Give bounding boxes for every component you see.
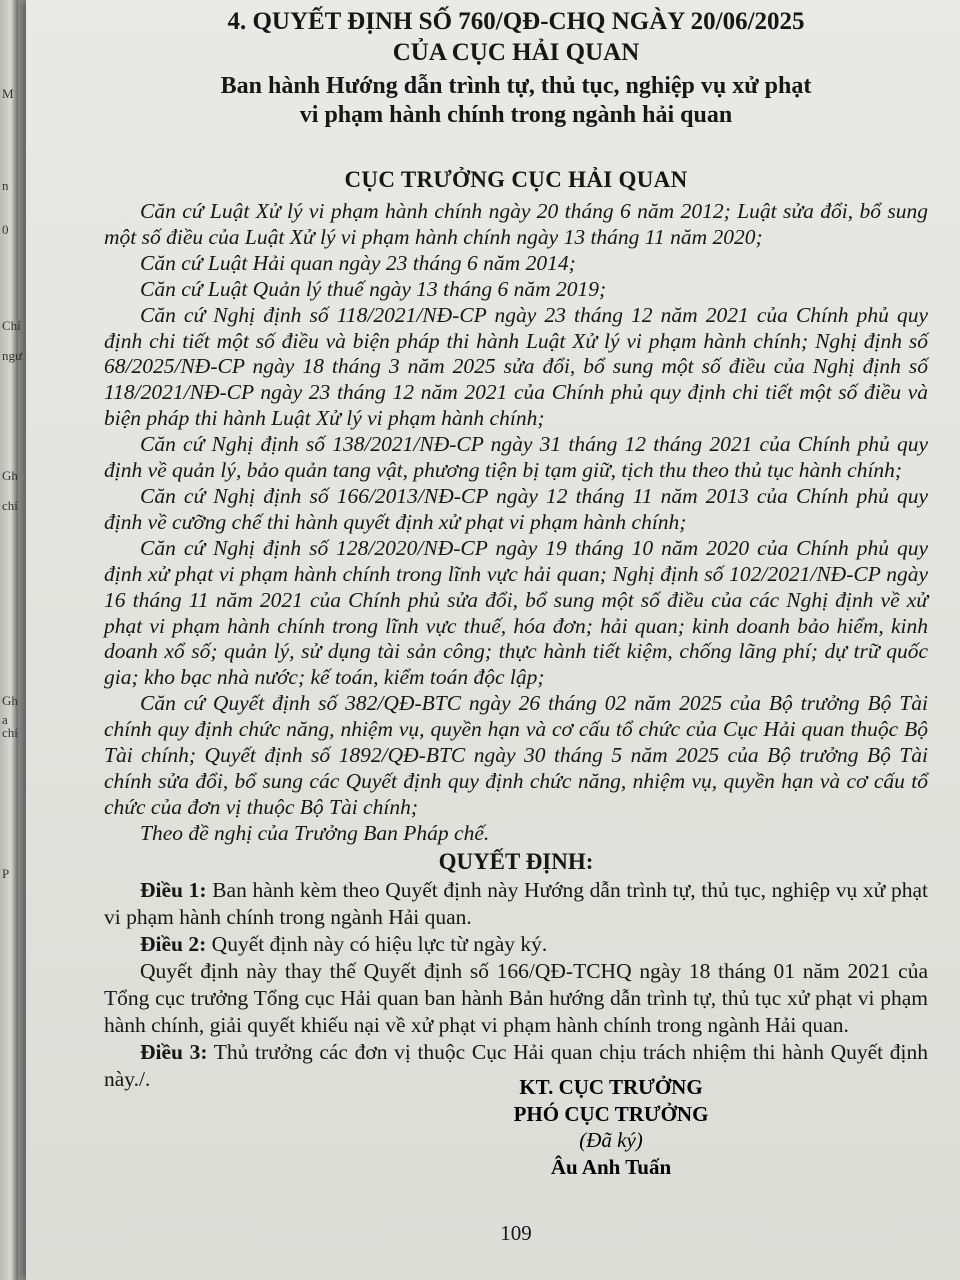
adjacent-page-fragment: P — [2, 866, 10, 881]
adjacent-page-fragment: 0 — [2, 222, 9, 237]
signature-status: (Đã ký) — [579, 1128, 643, 1152]
legal-basis-paragraph: Căn cứ Luật Hải quan ngày 23 tháng 6 năm 2014; — [140, 250, 576, 275]
article-text: Quyết định này có hiệu lực từ ngày ký. — [206, 931, 548, 956]
issuing-agency-line: CỦA CỤC HẢI QUAN — [392, 39, 640, 66]
subtitle-line-1: Ban hành Hướng dẫn trình tự, thủ tục, nghiệp vụ xử phạt — [220, 73, 812, 99]
article-paragraph — [104, 877, 928, 931]
signature-block — [411, 1074, 811, 1180]
legal-basis-paragraph: Căn cứ Quyết định số 382/QĐ-BTC ngày 26 tháng 02 năm 2025 của Bộ trưởng Bộ Tài chính quy định chức năng, nhiệm vụ, quyền hạn và cơ cấu tổ chức của Cục Hải quan thuộc Bộ Tài chính; Quyết định số 1892/QĐ-BTC ngày 30 tháng 5 năm 2025 của Bộ trưởng Bộ Tài chính sửa đổi, bổ sung các Quyết định quy định chức năng, nhiệm vụ, quyền hạn và cơ cấu tổ chức của đơn vị thuộc Bộ Tài chính; — [104, 691, 928, 819]
legal-basis-section — [104, 199, 928, 847]
legal-basis-paragraph: Căn cứ Nghị định số 138/2021/NĐ-CP ngày 31 tháng 12 tháng 2021 của Chính phủ quy định về quản lý, bảo quản tang vật, phương tiện bị tạm giữ, tịch thu theo thủ tục hành chính; — [104, 432, 928, 483]
legal-basis-paragraph: Căn cứ Luật Quản lý thuế ngày 13 tháng 6 năm 2019; — [140, 276, 607, 301]
article-text: Thủ trưởng các đơn vị thuộc Cục Hải quan chịu trách nhiệm thi hành Quyết định này./. — [104, 1039, 928, 1091]
adjacent-page-fragment: Gh — [2, 693, 18, 708]
page-number: 109 — [500, 1221, 532, 1245]
subtitle-line-2: vi phạm hành chính trong ngành hải quan — [299, 102, 733, 128]
decision-number-line: 4. QUYẾT ĐỊNH SỐ 760/QĐ-CHQ NGÀY 20/06/2025 — [227, 8, 805, 35]
article-paragraph — [104, 931, 928, 958]
issuer-title: CỤC TRƯỞNG CỤC HẢI QUAN — [344, 167, 688, 192]
article-paragraph — [104, 958, 928, 1039]
adjacent-page-fragment: a — [2, 712, 8, 727]
adjacent-page-fragment: ngư — [2, 348, 23, 363]
article-label: Điều 3: — [140, 1039, 208, 1064]
decision-subtitle — [104, 72, 928, 130]
adjacent-page-fragment: Chí — [2, 318, 21, 333]
adjacent-page-fragment: chí — [2, 725, 18, 740]
article-text: Ban hành kèm theo Quyết định này Hướng dẫn trình tự, thủ tục, nghiệp vụ xử phạt vi phạm hành chính trong ngành Hải quan. — [104, 877, 928, 929]
decision-title: QUYẾT ĐỊNH: — [438, 848, 594, 874]
adjacent-page-fragment: Gh — [2, 468, 18, 483]
signature-title-2: PHÓ CỤC TRƯỞNG — [513, 1101, 709, 1126]
legal-basis-paragraph: Theo đề nghị của Trưởng Ban Pháp chế. — [140, 820, 490, 845]
adjacent-page-fragment: M — [2, 86, 14, 101]
legal-basis-paragraph: Căn cứ Nghị định số 118/2021/NĐ-CP ngày 23 tháng 12 năm 2021 của Chính phủ quy định chi tiết một số điều và biện pháp thi hành Luật Xử lý vi phạm hành chính; Nghị định số 68/2025/NĐ-CP ngày 18 tháng 3 năm 2025 sửa đổi, bổ sung một số điều của Nghị định số 118/2021/NĐ-CP ngày 23 tháng 12 năm 2021 của Chính phủ quy định chi tiết một số điều và biện pháp thi hành Luật Xử lý vi phạm hành chính; — [104, 302, 928, 431]
legal-basis-paragraph: Căn cứ Nghị định số 166/2013/NĐ-CP ngày 12 tháng 11 năm 2013 của Chính phủ quy định về cưỡng chế thi hành quyết định xử phạt vi phạm hành chính; — [104, 483, 928, 534]
signer-name: Âu Anh Tuấn — [550, 1154, 672, 1179]
document-page — [26, 0, 960, 1280]
article-label: Điều 2: — [140, 931, 207, 956]
legal-basis-paragraph: Căn cứ Nghị định số 128/2020/NĐ-CP ngày 19 tháng 10 năm 2020 của Chính phủ quy định xử phạt vi phạm hành chính trong lĩnh vực hải quan; Nghị định số 102/2021/NĐ-CP ngày 16 tháng 11 năm 2021 của Chính phủ sửa đổi, bổ sung một số điều của các Nghị định về xử phạt vi phạm hành chính trong lĩnh vực thuế, hóa đơn; hải quan; kinh doanh bảo hiểm, kinh doanh xổ số; quản lý, sử dụng tài sản công; thực hành tiết kiệm, chống lãng phí; dự trữ quốc gia; kho bạc nhà nước; kế toán, kiểm toán độc lập; — [104, 535, 928, 690]
adjacent-page-fragment: n — [2, 178, 9, 193]
decision-heading — [104, 6, 928, 68]
adjacent-page-fragment: chí — [2, 498, 18, 513]
articles-section — [104, 877, 928, 1093]
article-text: Quyết định này thay thế Quyết định số 166/QĐ-TCHQ ngày 18 tháng 01 năm 2021 của Tổng cục trưởng Tổng cục Hải quan ban hành Bản hướng dẫn trình tự, thủ tục xử phạt vi phạm hành chính, giải quyết khiếu nại về xử phạt vi phạm hành chính trong ngành Hải quan. — [104, 958, 928, 1037]
article-label: Điều 1: — [140, 877, 207, 902]
legal-basis-paragraph: Căn cứ Luật Xử lý vi phạm hành chính ngày 20 tháng 6 năm 2012; Luật sửa đổi, bổ sung một số điều của Luật Xử lý vi phạm hành chính ngày 13 tháng 11 năm 2020; — [104, 199, 928, 249]
signature-title-1: KT. CỤC TRƯỞNG — [519, 1075, 703, 1099]
